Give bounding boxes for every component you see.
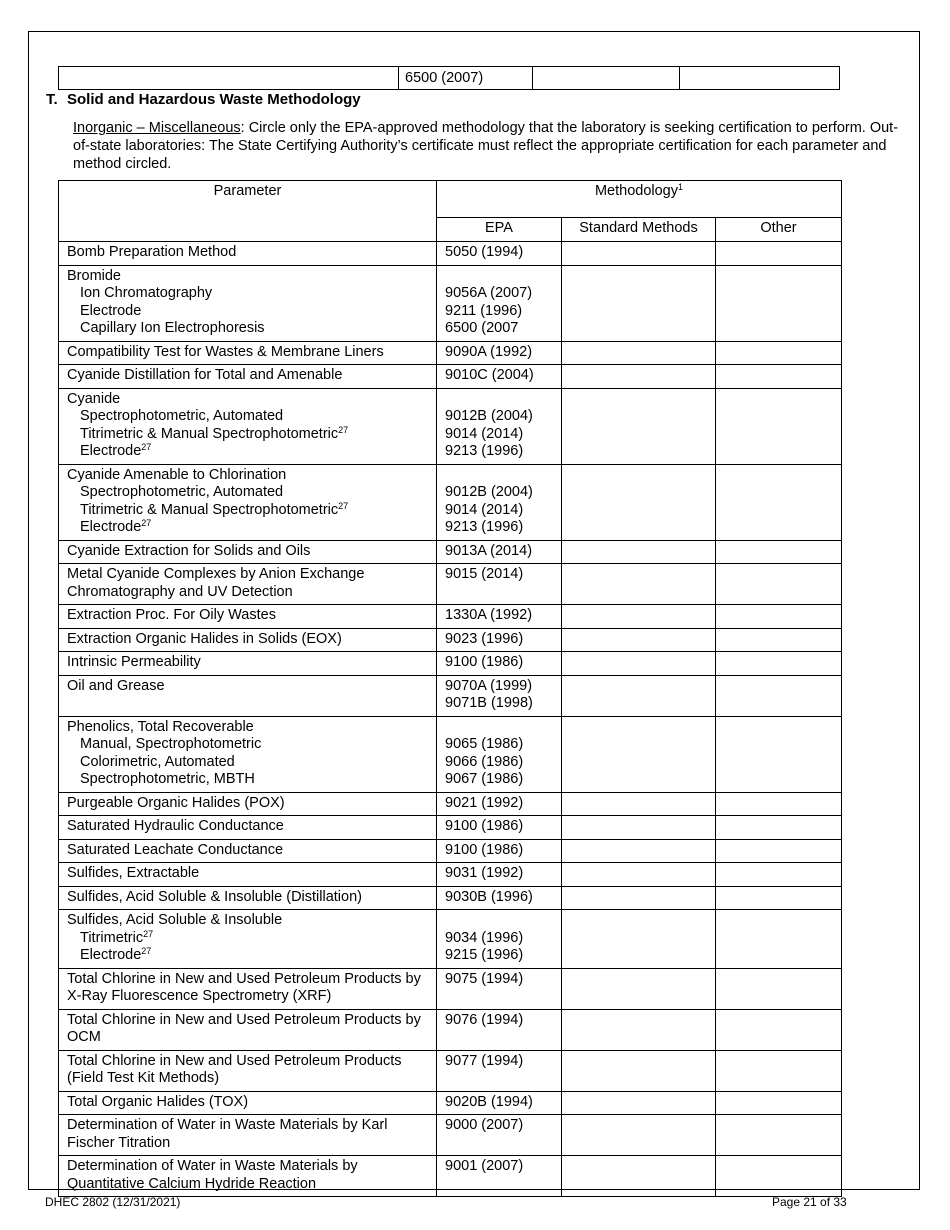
standard-methods-cell [562, 816, 716, 840]
standard-methods-cell [562, 1115, 716, 1156]
sub-parameter [67, 754, 428, 772]
top-row-param-cell [59, 67, 399, 90]
parameter-group-label: Cyanide Amenable to Chlorination [67, 466, 287, 483]
other-method-cell [716, 341, 842, 365]
sub-parameter-label: Titrimetric & Manual Spectrophotometric [80, 425, 339, 442]
sub-parameter [67, 771, 428, 789]
sub-parameter [67, 408, 428, 426]
other-method-cell [716, 1009, 842, 1050]
footnote-ref: 27 [338, 424, 349, 435]
table-row [59, 910, 842, 969]
parameter-cell: Total Chlorine in New and Used Petroleum Products by X-Ray Fluorescence Spectrometry (XRF) [59, 968, 437, 1009]
epa-method: 9213 (1996) [445, 443, 524, 459]
sub-parameter [67, 285, 428, 303]
epa-method-cell: 9031 (1992) [437, 863, 562, 887]
sub-parameter-label: Manual, Spectrophotometric [80, 736, 262, 752]
other-method-cell [716, 839, 842, 863]
table-row [59, 628, 842, 652]
parameter-cell: Total Organic Halides (TOX) [59, 1091, 437, 1115]
parameter-cell [59, 716, 437, 792]
other-method-cell [716, 886, 842, 910]
parameter-group-label: Phenolics, Total Recoverable [67, 718, 254, 735]
footnote-ref: 27 [141, 442, 152, 452]
parameter-group-label: Bromide [67, 267, 121, 284]
intro-text: : Circle only the EPA-approved methodology that the laboratory is seeking certification to perform. Out-of-state laboratories: The State Certifying Authority’s certificate must reflect the appropriate certification for each parameter and method circled. [73, 120, 899, 172]
section-title: Solid and Hazardous Waste Methodology [67, 91, 361, 108]
table-row [59, 1156, 842, 1197]
epa-method-cell [437, 388, 562, 464]
epa-method-cell: 9100 (1986) [437, 816, 562, 840]
parameter-cell: Metal Cyanide Complexes by Anion Exchange Chromatography and UV Detection [59, 564, 437, 605]
top-row-std-cell [533, 67, 680, 90]
table-row [59, 968, 842, 1009]
other-method-cell [716, 1156, 842, 1197]
footnote-ref: 27 [141, 946, 152, 956]
parameter-cell: Purgeable Organic Halides (POX) [59, 792, 437, 816]
standard-methods-cell [562, 1091, 716, 1115]
sub-parameter-label: Capillary Ion Electrophoresis [80, 320, 265, 336]
table-row [59, 388, 842, 464]
parameter-cell [59, 464, 437, 540]
other-method-cell [716, 816, 842, 840]
standard-methods-cell [562, 605, 716, 629]
sub-parameter-label: Spectrophotometric, Automated [80, 484, 284, 500]
other-method-cell [716, 540, 842, 564]
sub-parameter-label: Spectrophotometric, MBTH [80, 771, 255, 787]
standard-methods-cell [562, 652, 716, 676]
other-method-cell [716, 1115, 842, 1156]
table-row [59, 792, 842, 816]
parameter-group-label: Sulfides, Acid Soluble & Insoluble [67, 912, 283, 928]
standard-methods-cell [562, 564, 716, 605]
other-method-cell [716, 464, 842, 540]
standard-methods-cell [562, 242, 716, 266]
standard-methods-cell [562, 1009, 716, 1050]
sub-parameter-label: Electrode [80, 519, 142, 535]
table-row [59, 839, 842, 863]
table-row [59, 341, 842, 365]
standard-methods-cell [562, 968, 716, 1009]
table-row [59, 540, 842, 564]
table-row [59, 1091, 842, 1115]
standard-methods-cell [562, 910, 716, 969]
epa-method: 9070A (1999) [445, 677, 533, 694]
standard-methods-cell [562, 341, 716, 365]
sub-parameter [67, 320, 428, 338]
other-method-cell [716, 628, 842, 652]
header-epa: EPA [437, 218, 562, 242]
other-method-cell [716, 388, 842, 464]
section-letter: T. [46, 91, 58, 108]
sub-parameter [67, 484, 428, 502]
epa-method-cell: 9100 (1986) [437, 652, 562, 676]
sub-parameter [67, 502, 428, 520]
parameter-cell: Cyanide Extraction for Solids and Oils [59, 540, 437, 564]
table-row [59, 1050, 842, 1091]
table-row [59, 265, 842, 341]
parameter-cell: Extraction Organic Halides in Solids (EOX) [59, 628, 437, 652]
sub-parameter-label: Titrimetric & Manual Spectrophotometric [80, 501, 339, 518]
epa-method-cell [437, 464, 562, 540]
epa-method-cell: 9000 (2007) [437, 1115, 562, 1156]
sub-parameter [67, 426, 428, 444]
footnote-ref: 27 [143, 928, 154, 939]
epa-method-cell: 9021 (1992) [437, 792, 562, 816]
epa-method: 9012B (2004) [445, 484, 533, 500]
intro-label: Inorganic – Miscellaneous [73, 120, 241, 136]
epa-method-cell: 1330A (1992) [437, 605, 562, 629]
other-method-cell [716, 863, 842, 887]
parameter-cell [59, 388, 437, 464]
standard-methods-cell [562, 716, 716, 792]
parameter-cell: Intrinsic Permeability [59, 652, 437, 676]
epa-method-cell: 9015 (2014) [437, 564, 562, 605]
parameter-cell: Determination of Water in Waste Materials by Karl Fischer Titration [59, 1115, 437, 1156]
epa-method-cell: 9077 (1994) [437, 1050, 562, 1091]
other-method-cell [716, 652, 842, 676]
standard-methods-cell [562, 792, 716, 816]
other-method-cell [716, 265, 842, 341]
epa-method-cell: 9076 (1994) [437, 1009, 562, 1050]
epa-method: 9211 (1996) [445, 302, 523, 319]
epa-method-cell: 9100 (1986) [437, 839, 562, 863]
other-method-cell [716, 365, 842, 389]
parameter-group-label: Cyanide [67, 390, 121, 407]
parameter-cell: Cyanide Distillation for Total and Amenable [59, 365, 437, 389]
parameter-cell: Sulfides, Acid Soluble & Insoluble (Distillation) [59, 886, 437, 910]
footnote-ref: 27 [338, 500, 349, 511]
table-row [59, 242, 842, 266]
sub-parameter-label: Ion Chromatography [80, 285, 213, 301]
other-method-cell [716, 242, 842, 266]
section-heading [46, 91, 361, 108]
epa-method-cell: 9013A (2014) [437, 540, 562, 564]
other-method-cell [716, 605, 842, 629]
epa-method-cell [437, 910, 562, 969]
parameter-cell: Determination of Water in Waste Materials by Quantitative Calcium Hydride Reaction [59, 1156, 437, 1197]
continued-table-row [58, 66, 840, 90]
standard-methods-cell [562, 540, 716, 564]
standard-methods-cell [562, 839, 716, 863]
parameter-cell: Total Chlorine in New and Used Petroleum Products (Field Test Kit Methods) [59, 1050, 437, 1091]
parameter-cell: Oil and Grease [59, 675, 437, 716]
parameter-cell: Compatibility Test for Wastes & Membrane Liners [59, 341, 437, 365]
other-method-cell [716, 1091, 842, 1115]
footnote-ref: 27 [141, 518, 152, 528]
sub-parameter [67, 443, 428, 461]
epa-method-cell: 9023 (1996) [437, 628, 562, 652]
epa-method: 9215 (1996) [445, 947, 524, 963]
header-methodology: Methodology$^1$ [437, 181, 842, 218]
epa-method: 9012B (2004) [445, 408, 533, 424]
methodology-table [58, 180, 842, 1197]
sub-parameter-label: Spectrophotometric, Automated [80, 408, 284, 424]
parameter-cell: Sulfides, Extractable [59, 863, 437, 887]
epa-method-cell: 9090A (1992) [437, 341, 562, 365]
standard-methods-cell [562, 265, 716, 341]
epa-method-cell: 9010C (2004) [437, 365, 562, 389]
table-row [59, 464, 842, 540]
epa-method-cell: 9075 (1994) [437, 968, 562, 1009]
table-row [59, 816, 842, 840]
epa-method: 9034 (1996) [445, 929, 524, 946]
sub-parameter-label: Electrode [80, 947, 142, 963]
other-method-cell [716, 675, 842, 716]
epa-method: 9213 (1996) [445, 519, 524, 535]
table-row [59, 605, 842, 629]
header-other: Other [716, 218, 842, 242]
standard-methods-cell [562, 863, 716, 887]
standard-methods-cell [562, 464, 716, 540]
sub-parameter-label: Electrode [80, 302, 142, 319]
top-row-epa-cell: 6500 (2007) [399, 67, 533, 90]
epa-method: 9014 (2014) [445, 501, 524, 518]
other-method-cell [716, 564, 842, 605]
sub-parameter [67, 519, 428, 537]
table-row [59, 365, 842, 389]
standard-methods-cell [562, 886, 716, 910]
table-row [59, 1115, 842, 1156]
top-row-other-cell [680, 67, 840, 90]
epa-method: 9065 (1986) [445, 736, 524, 752]
parameter-cell [59, 910, 437, 969]
parameter-cell: Extraction Proc. For Oily Wastes [59, 605, 437, 629]
epa-method: 9071B (1998) [445, 695, 533, 711]
epa-method-cell: 9020B (1994) [437, 1091, 562, 1115]
parameter-cell [59, 265, 437, 341]
standard-methods-cell [562, 675, 716, 716]
header-parameter: Parameter [59, 181, 437, 242]
sub-parameter [67, 303, 428, 321]
table-row [59, 1009, 842, 1050]
epa-method-cell: 9001 (2007) [437, 1156, 562, 1197]
epa-method-cell [437, 675, 562, 716]
epa-method: 9066 (1986) [445, 753, 524, 770]
standard-methods-cell [562, 388, 716, 464]
epa-method-cell: 5050 (1994) [437, 242, 562, 266]
sub-parameter-label: Titrimetric [80, 929, 144, 946]
table-row [59, 564, 842, 605]
table-row [59, 716, 842, 792]
parameter-cell: Bomb Preparation Method [59, 242, 437, 266]
standard-methods-cell [562, 1156, 716, 1197]
sub-parameter-label: Colorimetric, Automated [80, 753, 235, 770]
parameter-cell: Total Chlorine in New and Used Petroleum Products by OCM [59, 1009, 437, 1050]
footer-page-number: Page 21 of 33 [772, 1195, 847, 1209]
sub-parameter [67, 930, 428, 948]
table-row [59, 675, 842, 716]
epa-method-cell [437, 716, 562, 792]
table-row [59, 652, 842, 676]
table-row [59, 886, 842, 910]
other-method-cell [716, 792, 842, 816]
parameter-cell: Saturated Hydraulic Conductance [59, 816, 437, 840]
epa-method: 9056A (2007) [445, 285, 533, 301]
table-row [59, 863, 842, 887]
epa-method-cell: 9030B (1996) [437, 886, 562, 910]
epa-method-cell [437, 265, 562, 341]
epa-method: 9067 (1986) [445, 771, 524, 787]
sub-parameter-label: Electrode [80, 443, 142, 459]
other-method-cell [716, 910, 842, 969]
parameter-cell: Saturated Leachate Conductance [59, 839, 437, 863]
standard-methods-cell [562, 628, 716, 652]
header-standard-methods: Standard Methods [562, 218, 716, 242]
other-method-cell [716, 716, 842, 792]
other-method-cell [716, 968, 842, 1009]
footer-form-id: DHEC 2802 (12/31/2021) [45, 1195, 181, 1209]
sub-parameter [67, 947, 428, 965]
sub-parameter [67, 736, 428, 754]
epa-method: 9014 (2014) [445, 425, 524, 442]
epa-method: 6500 (2007 [445, 320, 519, 336]
section-intro [73, 119, 908, 173]
standard-methods-cell [562, 1050, 716, 1091]
standard-methods-cell [562, 365, 716, 389]
other-method-cell [716, 1050, 842, 1091]
